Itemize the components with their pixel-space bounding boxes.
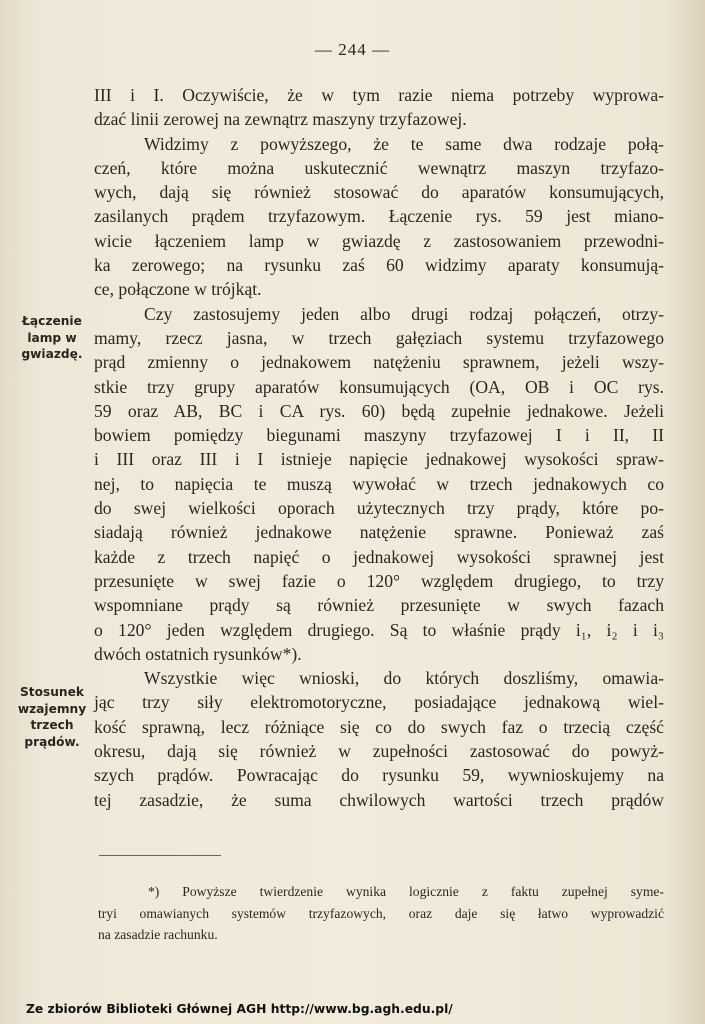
body-text xyxy=(94,83,664,812)
text-line: ce, połączone w trójkąt. xyxy=(94,279,262,300)
text-line: Wszystkie więc wnioski, do których doszliśmy, omawia- xyxy=(144,668,664,689)
text-line: III i I. Oczywiście, że w tym razie niema potrzeby wyprowa- xyxy=(94,85,664,105)
text-line: siadają również jednakowe natężenie sprawne. Ponieważ zaś xyxy=(94,522,664,543)
margin-note-current-relation xyxy=(10,684,94,750)
text-line: mamy, rzecz jasna, w trzech gałęziach systemu trzyfazowego xyxy=(94,327,664,348)
text-line: szych prądów. Powracając do rysunku 59, wywnioskujemy na xyxy=(94,765,664,786)
footnote xyxy=(98,881,664,946)
text-line: jąc trzy siły elektromotoryczne, posiadające jednakową wiel- xyxy=(94,692,664,713)
text-line: przesunięte w swej fazie o 120° względem drugiego, to trzy xyxy=(94,570,664,591)
text-line: ka zerowego; na rysunku zaś 60 widzimy aparaty konsumują- xyxy=(94,255,664,276)
margin-note-line: trzech xyxy=(30,718,74,732)
text-line: 59 oraz AB, BC i CA rys. 60) będą zupełnie jednakowe. Jeżeli xyxy=(94,400,664,421)
paragraph xyxy=(94,132,664,302)
paragraph xyxy=(94,666,664,812)
text-line: Czy zastosujemy jeden albo drugi rodzaj połączeń, otrzy- xyxy=(144,303,664,324)
page-number: — 244 — xyxy=(315,40,390,59)
text-line: wspomniane prądy są również przesunięte w swych fazach xyxy=(94,595,664,616)
margin-note-star-connection xyxy=(10,313,94,363)
text-line: nej, to napięcia te muszą wywołać w trzech jednakowych co xyxy=(94,473,664,494)
text-line: kość sprawną, lecz różniące się co do swych faz o trzecią część xyxy=(94,716,664,737)
footnote-divider xyxy=(99,855,221,856)
text-line: bowiem pomiędzy biegunami maszyny trzyfazowej I i II, II xyxy=(94,425,664,446)
text-line: do swej wielkości oporach użytecznych trzy prądy, które po- xyxy=(94,498,664,519)
margin-note-line: Łączenie xyxy=(22,314,82,328)
footnote-line: tryi omawianych systemów trzyfazowych, oraz daje się łatwo wyprowadzić xyxy=(98,905,664,921)
text-line: wicie łączeniem lamp w gwiazdę z zastosowaniem przewodni- xyxy=(94,230,664,251)
text-line: dzać linii zerowej na zewnątrz maszyny trzyfazowej. xyxy=(94,109,467,130)
text-line: tej zasadzie, że suma chwilowych wartości trzech prądów xyxy=(94,789,664,810)
margin-note-line: prądów. xyxy=(24,734,80,749)
margin-note-line: wzajemny xyxy=(17,701,87,716)
text-line: i III oraz III i I istnieje napięcie jednakowej wysokości spraw- xyxy=(94,449,664,470)
margin-note-line: gwiazdę. xyxy=(21,347,83,361)
paragraph xyxy=(94,83,664,132)
paragraph xyxy=(94,302,664,666)
text-line: o 120° jeden względem drugiego. Są to właśnie prądy i₁, i₂ i i₃ xyxy=(94,619,664,640)
text-line: każde z trzech napięć o jednakowej wysokości sprawnej jest xyxy=(94,546,664,567)
library-credit: Ze zbiorów Biblioteki Głównej AGH http://www.bg.agh.edu.pl/ xyxy=(26,1002,453,1016)
text-line: czeń, które można uskutecznić wewnątrz maszyn trzyfazo- xyxy=(94,157,664,178)
text-line: zasilanych prądem trzyfazowym. Łączenie rys. 59 jest miano- xyxy=(94,206,664,227)
footnote-line: *) Powyższe twierdzenie wynika logicznie z faktu zupełnej syme- xyxy=(148,884,664,899)
text-line: stkie trzy grupy aparatów konsumujących (OA, OB i OC rys. xyxy=(94,376,664,397)
text-line: wych, dają się również stosować do aparatów konsumujących, xyxy=(94,182,664,203)
text-line: dwóch ostatnich rysunków*). xyxy=(94,643,302,664)
footnote-line: na zasadzie rachunku. xyxy=(98,927,218,942)
margin-note-line: lamp w xyxy=(27,330,77,345)
text-line: prąd zmienny o jednakowem natężeniu sprawnem, jeżeli wszy- xyxy=(94,352,664,373)
margin-note-line: Stosunek xyxy=(20,685,84,699)
text-line: Widzimy z powyższego, że te same dwa rodzaje połą- xyxy=(144,133,664,154)
text-line: okresu, dają się również w zupełności zastosować do powyż- xyxy=(94,741,664,762)
